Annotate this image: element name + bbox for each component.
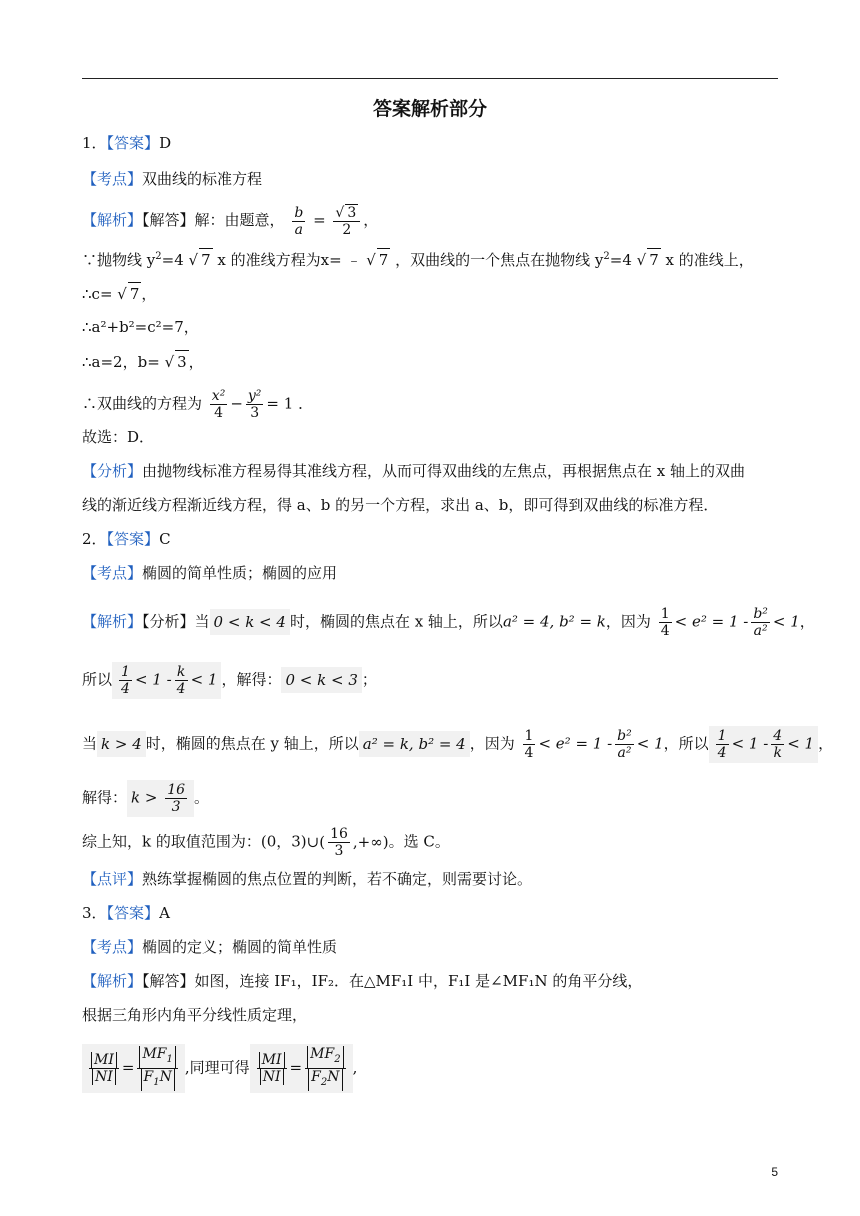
page-title: 答案解析部分	[372, 98, 487, 120]
q1-line-equation: ∴双曲线的方程为 $\frac{\text{x²}}{4}$ − $\frac{\text{y²}}{3}$ = 1 ．	[82, 388, 314, 421]
q2-text: 。	[194, 788, 210, 807]
formula-y2-over-3: $\frac{\text{y²}}{3}$	[247, 388, 262, 421]
q2-answer: C	[159, 530, 171, 548]
q1-answer-line	[82, 132, 171, 154]
formula-0-lt-k-lt-3: 0 < k < 3	[281, 667, 361, 693]
q3-text: ,	[352, 1058, 358, 1077]
formula-b2-over-a2: $\frac{\text{b²}}{\text{a²}}$	[753, 606, 768, 639]
dianping-tag: 【点评】	[82, 870, 143, 888]
q1-text: ，	[141, 285, 157, 303]
q1-line-c	[82, 282, 156, 305]
formula-sqrt7: √ 7	[366, 251, 390, 269]
formula-x2-over-4: $\frac{\text{x²}}{4}$	[211, 388, 226, 421]
kaodian-tag: 【考点】	[82, 170, 143, 188]
q2-text: 时，椭圆的焦点在 y 轴上，所以	[145, 734, 359, 753]
q3-kaodian: 椭圆的定义；椭圆的简单性质	[142, 938, 338, 956]
q2-dianping-line	[82, 868, 532, 890]
jiexi-tag: 【解析】	[82, 612, 143, 631]
q3-line2	[82, 1004, 307, 1026]
page-number: 5	[771, 1165, 778, 1179]
formula-ineq-4-over-k: $\frac{1}{4}$ < 1 - $\frac{4}{k}$ < 1	[709, 726, 818, 763]
q2-text: ，解得：	[221, 670, 282, 689]
q1-text: ∵抛物线 y	[82, 251, 156, 269]
q2-text: 当	[82, 734, 98, 753]
formula-sqrt7: √ 7	[189, 251, 213, 269]
formula-sqrt3-over-2: $\frac{√ 3}{2}$	[333, 204, 360, 238]
formula-k-gt-16-3: k > $\frac{16}{3}$	[127, 780, 194, 817]
formula-b2-over-a2: $\frac{\text{b²}}{\text{a²}}$	[617, 728, 632, 761]
q2-line4	[82, 780, 209, 817]
jiexi-tag: 【解析】	[82, 972, 143, 990]
q2-text: 所以	[82, 670, 113, 689]
q2-text: 解得：	[82, 788, 128, 807]
q3-text: ,同理可得	[184, 1058, 250, 1077]
q1-line-abc	[82, 316, 199, 338]
q1-answer: D	[159, 134, 172, 152]
formula-sqrt7: √ 7	[637, 251, 661, 269]
q1-text: ，	[363, 211, 379, 229]
q2-text: 时，椭圆的焦点在 x 轴上，所以	[289, 612, 503, 631]
q1-text: ∴双曲线的方程为	[82, 394, 203, 413]
q1-kaodian: 双曲线的标准方程	[142, 170, 263, 188]
fenxi-tag: 【分析】	[82, 462, 143, 480]
kaodian-tag: 【考点】	[82, 938, 143, 956]
q3-number: 3．	[82, 904, 107, 922]
q2-number: 2．	[82, 530, 107, 548]
formula-union-range: ∪( $\frac{16}{3}$ ,+∞)	[306, 826, 389, 859]
q2-line3: 当 k > 4 时，椭圆的焦点在 y 轴上，所以 a² = k, b² = 4 ，因为 $\frac{1}{4}$ < e² = 1 - $\frac{\text{b²}}{\text{a²}}$ < 1，所以 $\frac{1}{4}$ < 1 - $\frac{4}{k}$ < 1 ，	[82, 728, 834, 761]
formula-0-lt-k-lt-4: 0 < k < 4	[210, 609, 290, 635]
q1-line-choice	[82, 426, 154, 448]
q1-jiexi-line: 【解析】【解答】解：由题意， $\frac{b}{a}$ = $\frac{√ 3}{2}$ ，	[82, 204, 379, 238]
q2-text: ，	[799, 612, 815, 631]
formula-b-over-a: $\frac{b}{a}$	[294, 204, 304, 238]
q3-answer: A	[159, 904, 170, 922]
q2-text: 。选 C。	[388, 832, 450, 851]
header-rule	[82, 78, 778, 79]
formula-k-gt-4: k > 4	[97, 731, 146, 757]
formula-one-quarter: $\frac{1}{4}$	[660, 606, 670, 639]
q2-kaodian: 椭圆的简单性质；椭圆的应用	[142, 564, 338, 582]
q1-fenxi-text: 线的渐近线方程渐近线方程，得 a、b 的另一个方程，求出 a、b，即可得到双曲线的标准方程．	[82, 496, 719, 514]
q1-number: 1．	[82, 134, 107, 152]
q2-text: ，	[818, 734, 834, 753]
q1-kaodian-line	[82, 168, 262, 190]
q2-line5	[82, 826, 450, 859]
formula-MI-NI-ratio-1: $\frac{MI}{NI}$ = $\frac{MF_1}{F_1N}$	[82, 1044, 185, 1093]
q2-dianping: 熟练掌握椭圆的焦点位置的判断，若不确定，则需要讨论。	[142, 870, 533, 888]
q2-text: ，因为	[469, 734, 515, 753]
q1-line-ab	[82, 350, 204, 373]
q1-text: ，	[188, 353, 204, 371]
q1-text: =4	[161, 251, 184, 269]
q2-text: ；	[361, 670, 377, 689]
q2-text: 当	[194, 612, 210, 631]
q2-line1: 【解析】【分析】当 0 < k < 4 时，椭圆的焦点在 x 轴上，所以a² = 4, b² = k，因为 $\frac{1}{4}$ < e² = 1 - $\frac{\text{b²}}{\text{a²}}$ < 1，	[82, 606, 815, 639]
formula-MI-NI-ratio-2: $\frac{MI}{NI}$ = $\frac{MF_2}{F_2N}$	[250, 1044, 353, 1093]
q3-kaodian-line	[82, 936, 337, 958]
jieda-tag: 【解答】	[142, 972, 195, 990]
q2-text: 综上知，k 的取值范围为：(0，3)	[82, 832, 307, 851]
q3-jiexi-line	[82, 970, 642, 992]
q3-text: 根据三角形内角平分线性质定理，	[82, 1006, 308, 1024]
q1-text: 解：由题意，	[194, 211, 285, 229]
q1-text: =4	[609, 251, 632, 269]
q1-fenxi-line1	[82, 460, 745, 482]
q2-kaodian-line	[82, 562, 337, 584]
q2-line2	[82, 662, 377, 699]
q2-answer-line	[82, 528, 171, 550]
q1-text: x 的准线方程为x= ﹣	[217, 251, 362, 269]
q3-line3	[82, 1044, 357, 1093]
answer-tag: 【答案】	[106, 530, 160, 548]
q1-text: ．	[298, 394, 314, 413]
kaodian-tag: 【考点】	[82, 564, 143, 582]
q2-text: ，所以	[663, 734, 709, 753]
formula-sqrt3: √ 3	[165, 353, 189, 371]
q1-text: 故选：D．	[82, 428, 155, 446]
answer-tag: 【答案】	[106, 904, 160, 922]
formula-sqrt7: √ 7	[117, 285, 141, 303]
formula-a2-b2: a² = 4, b² = k	[502, 612, 606, 631]
q2-text: ，因为	[605, 612, 651, 631]
q1-text: ∴a²+b²=c²=7，	[82, 318, 199, 336]
q1-fenxi-line2	[82, 494, 718, 516]
q3-answer-line	[82, 902, 170, 924]
formula-a2-k-b2-4: a² = k, b² = 4	[359, 731, 470, 757]
q1-text: ，双曲线的一个焦点在抛物线 y	[395, 251, 604, 269]
q3-text: 如图，连接 IF₁，IF₂．在△MF₁I 中，F₁I 是∠MF₁N 的角平分线，	[194, 972, 643, 990]
fenxi-tag: 【分析】	[142, 612, 195, 631]
q1-text: ∴c=	[82, 285, 113, 303]
jiexi-tag: 【解析】	[82, 211, 143, 229]
q1-line-parabola: ∵抛物线 $y^2=4$ √ 7 x 的准线方程为x= ﹣ √ 7 ，双曲线的一个焦点在抛物线 $y^2=4$ √ 7 x 的准线上，	[82, 246, 754, 271]
answer-tag: 【答案】	[106, 134, 160, 152]
q1-text: ∴a=2，b=	[82, 353, 160, 371]
formula-one-quarter: $\frac{1}{4}$	[524, 728, 534, 761]
formula-ineq-k-over-4: $\frac{1}{4}$ < 1 - $\frac{k}{4}$ < 1	[112, 662, 221, 699]
jieda-tag: 【解答】	[142, 211, 195, 229]
q1-text: x 的准线上，	[665, 251, 754, 269]
q1-fenxi-text: 由抛物线标准方程易得其准线方程，从而可得双曲线的左焦点，再根据焦点在 x 轴上的双曲	[142, 462, 746, 480]
